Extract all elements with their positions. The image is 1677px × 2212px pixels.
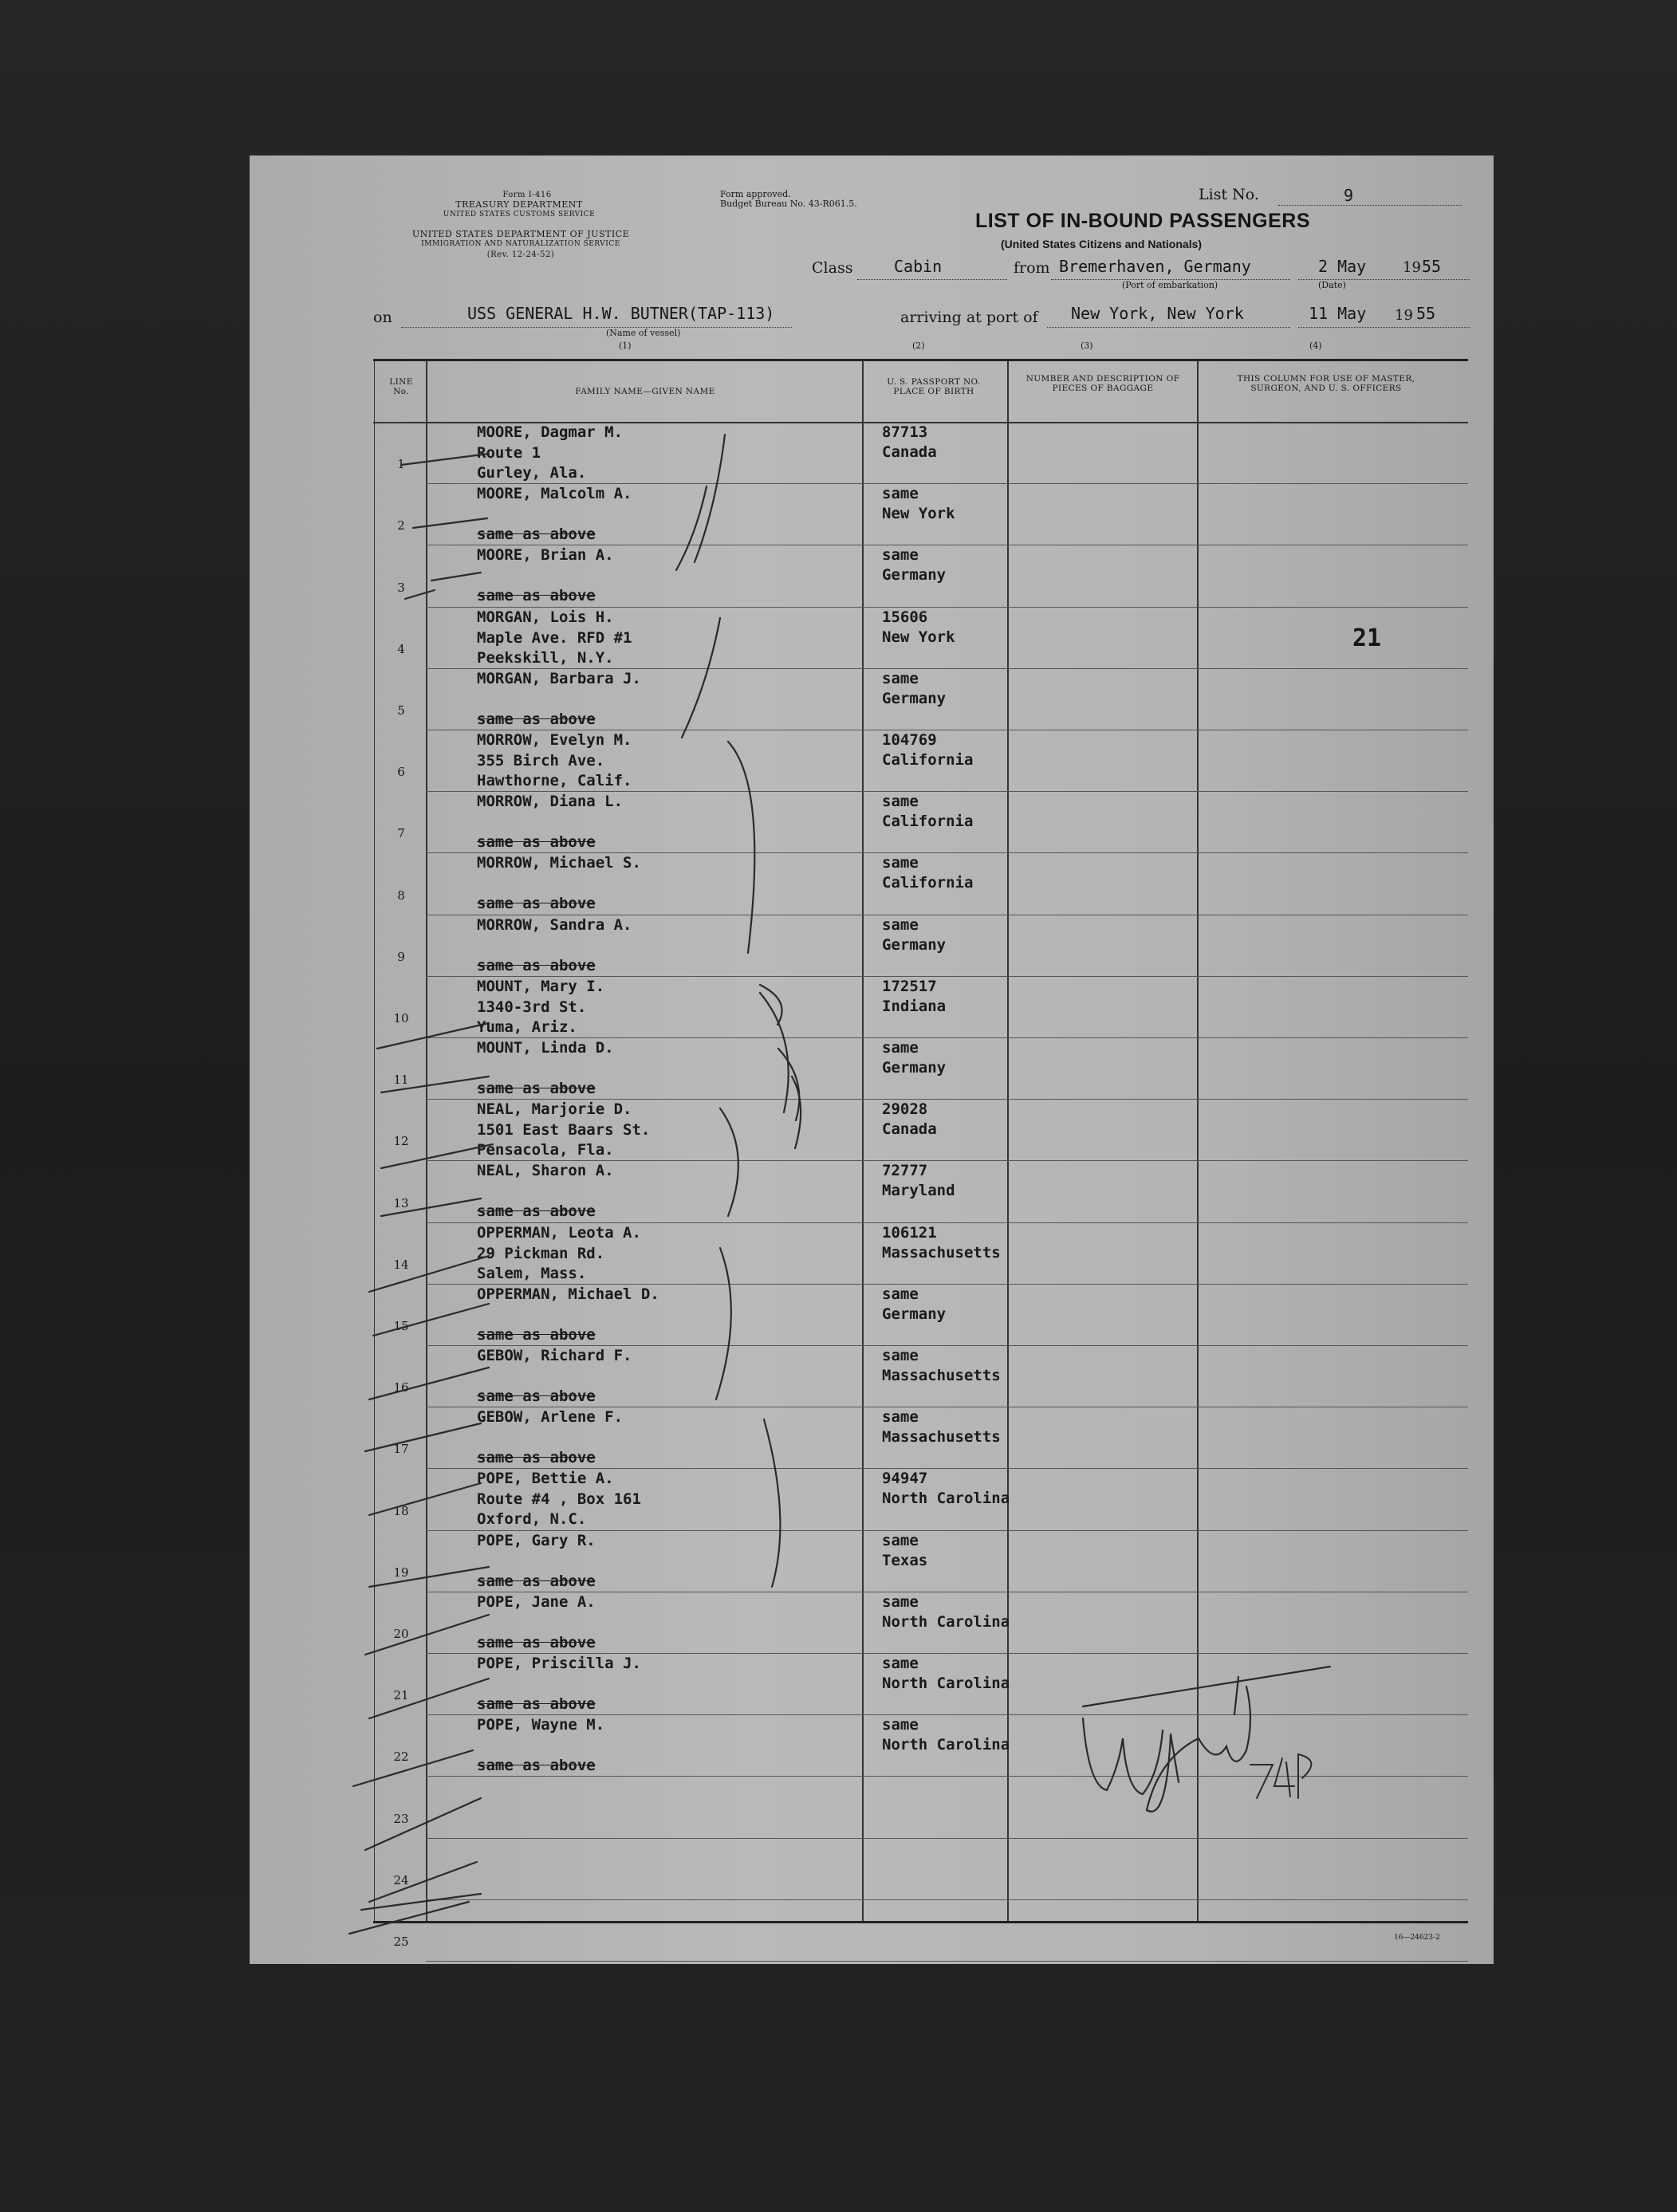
line-number: 6 bbox=[397, 765, 405, 780]
place-of-birth: Canada bbox=[882, 443, 937, 461]
passport-number: same bbox=[882, 1655, 919, 1672]
place-of-birth: California bbox=[882, 874, 974, 892]
place-of-birth: Germany bbox=[882, 1059, 947, 1076]
place-of-birth: New York bbox=[882, 628, 955, 646]
passport-number: same bbox=[882, 1716, 919, 1734]
passenger-name: MOUNT, Mary I. bbox=[477, 977, 605, 995]
header-baggage: NUMBER AND DESCRIPTION OF PIECES OF BAGGAGE bbox=[1025, 374, 1180, 393]
place-of-birth: North Carolina bbox=[882, 1736, 1010, 1754]
passenger-name: POPE, Jane A. bbox=[477, 1592, 596, 1611]
passenger-address: 29 Pickman Rd. bbox=[477, 1244, 605, 1262]
line-number: 21 bbox=[393, 1688, 409, 1703]
passenger-address: 1501 East Baars St. bbox=[477, 1121, 651, 1139]
justice-department: UNITED STATES DEPARTMENT OF JUSTICE bbox=[411, 229, 630, 239]
line-number: 8 bbox=[397, 888, 405, 903]
passenger-address: same as above bbox=[477, 710, 596, 728]
line-number: 19 bbox=[393, 1565, 409, 1580]
line-number: 14 bbox=[393, 1257, 409, 1272]
passenger-name: MORROW, Sandra A. bbox=[477, 915, 632, 934]
place-of-birth: North Carolina bbox=[882, 1612, 1010, 1631]
passenger-address: Route 1 bbox=[477, 444, 541, 462]
passport-number: same bbox=[882, 1592, 919, 1611]
passenger-address: same as above bbox=[477, 833, 596, 852]
passport-number: 94947 bbox=[882, 1470, 928, 1488]
passenger-name: MOUNT, Linda D. bbox=[477, 1039, 614, 1057]
vessel-name: USS GENERAL H.W. BUTNER(TAP-113) bbox=[467, 304, 775, 323]
passport-number: 29028 bbox=[882, 1100, 928, 1119]
port-embarkation-caption: (Port of embarkation) bbox=[1122, 280, 1218, 290]
footer-code: 16—24623-2 bbox=[1394, 1934, 1440, 1942]
passenger-name: MORROW, Michael S. bbox=[477, 854, 641, 872]
line-number: 17 bbox=[393, 1442, 409, 1457]
line-number: 2 bbox=[397, 518, 405, 533]
place-of-birth: California bbox=[882, 751, 974, 769]
column-caption-1: (1) bbox=[619, 340, 632, 351]
line-number: 25 bbox=[393, 1935, 409, 1949]
passenger-address: Peekskill, N.Y. bbox=[477, 648, 614, 667]
passenger-address: same as above bbox=[477, 1695, 596, 1713]
passenger-name: MOORE, Dagmar M. bbox=[477, 423, 624, 441]
column-divider bbox=[1197, 361, 1199, 1921]
arrival-date-underline bbox=[1298, 327, 1470, 328]
place-of-birth: New York bbox=[882, 505, 955, 523]
passport-number: 87713 bbox=[882, 423, 928, 441]
header-officers: THIS COLUMN FOR USE OF MASTER, SURGEON, AND U. S. OFFICERS bbox=[1237, 374, 1415, 393]
line-number: 9 bbox=[397, 949, 405, 964]
passenger-address: same as above bbox=[477, 1633, 596, 1651]
passport-number: 15606 bbox=[882, 608, 928, 626]
date-caption: (Date) bbox=[1318, 280, 1346, 290]
passenger-address: same as above bbox=[477, 1080, 596, 1097]
passenger-manifest-page bbox=[250, 155, 1494, 1964]
line-number: 18 bbox=[393, 1503, 409, 1518]
passport-number: 106121 bbox=[882, 1223, 937, 1242]
passenger-address: 355 Birch Ave. bbox=[477, 752, 605, 769]
passport-number: same bbox=[882, 1408, 919, 1427]
place-of-birth: North Carolina bbox=[882, 1675, 1010, 1692]
line-number: 12 bbox=[393, 1134, 409, 1149]
list-no-underline bbox=[1278, 205, 1462, 206]
line-number: 7 bbox=[397, 826, 405, 841]
passenger-address: Hawthorne, Calif. bbox=[477, 772, 632, 789]
vessel-underline bbox=[401, 327, 792, 328]
place-of-birth: Massachusetts bbox=[882, 1367, 1001, 1384]
passport-number: same bbox=[882, 854, 919, 872]
form-revision: (Rev. 12-24-52) bbox=[486, 250, 555, 259]
passport-number: same bbox=[882, 915, 919, 934]
passenger-address: same as above bbox=[477, 587, 596, 605]
line-number: 24 bbox=[393, 1872, 409, 1887]
passenger-name: POPE, Priscilla J. bbox=[477, 1655, 641, 1672]
passenger-address: same as above bbox=[477, 1202, 596, 1221]
passenger-name: POPE, Gary R. bbox=[477, 1531, 596, 1549]
passport-number: same bbox=[882, 546, 919, 565]
passenger-name: NEAL, Marjorie D. bbox=[477, 1100, 632, 1119]
passenger-address: Oxford, N.C. bbox=[477, 1510, 587, 1529]
column-caption-4: (4) bbox=[1309, 340, 1322, 351]
class-label: Class bbox=[812, 259, 853, 277]
line-number: 16 bbox=[393, 1380, 409, 1395]
header-passport: U. S. PASSPORT NO. PLACE OF BIRTH bbox=[887, 377, 981, 396]
passenger-address: Gurley, Ala. bbox=[477, 464, 587, 482]
arrival-date: 11 May bbox=[1309, 304, 1367, 323]
line-number: 20 bbox=[393, 1627, 409, 1641]
class-value: Cabin bbox=[894, 257, 943, 276]
line-number: 11 bbox=[393, 1073, 409, 1088]
arrival-century: 19 bbox=[1395, 307, 1413, 324]
form-approved: Form approved. bbox=[720, 189, 791, 199]
passenger-name: POPE, Bettie A. bbox=[477, 1470, 614, 1488]
on-label: on bbox=[373, 309, 392, 326]
passenger-address: Pensacola, Fla. bbox=[477, 1141, 614, 1159]
row-rule bbox=[426, 1899, 1468, 1900]
passenger-address: Maple Ave. RFD #1 bbox=[477, 628, 632, 647]
from-label: from bbox=[1014, 259, 1050, 277]
line-number: 22 bbox=[393, 1750, 409, 1765]
passenger-name: OPPERMAN, Michael D. bbox=[477, 1285, 659, 1303]
line-number: 3 bbox=[397, 580, 405, 595]
place-of-birth: Germany bbox=[882, 566, 947, 584]
departure-date: 2 May bbox=[1318, 257, 1367, 276]
passport-number: same bbox=[882, 793, 919, 811]
passport-number: same bbox=[882, 1347, 919, 1364]
list-no-value: 9 bbox=[1344, 186, 1354, 205]
passenger-name: MOORE, Malcolm A. bbox=[477, 485, 632, 503]
budget-bureau: Budget Bureau No. 43-R061.5. bbox=[720, 199, 857, 209]
passenger-name: GEBOW, Richard F. bbox=[477, 1347, 632, 1364]
column-caption-3: (3) bbox=[1081, 340, 1093, 351]
passenger-address: same as above bbox=[477, 1325, 596, 1344]
arrival-year: 55 bbox=[1416, 304, 1436, 323]
passenger-address: same as above bbox=[477, 1449, 596, 1467]
line-number: 4 bbox=[397, 641, 405, 656]
line-number: 23 bbox=[393, 1811, 409, 1826]
passenger-name: MORROW, Diana L. bbox=[477, 793, 624, 811]
passport-number: 172517 bbox=[882, 977, 937, 995]
passport-number: same bbox=[882, 1531, 919, 1549]
place-of-birth: Indiana bbox=[882, 997, 947, 1015]
passenger-address: Route #4 , Box 161 bbox=[477, 1490, 641, 1509]
passenger-name: POPE, Wayne M. bbox=[477, 1716, 605, 1734]
passenger-address: same as above bbox=[477, 1387, 596, 1405]
port-of-embarkation: Bremerhaven, Germany bbox=[1059, 257, 1251, 276]
passenger-address: same as above bbox=[477, 525, 596, 544]
arriving-label: arriving at port of bbox=[900, 309, 1038, 326]
customs-service: UNITED STATES CUSTOMS SERVICE bbox=[443, 211, 596, 218]
passenger-name: OPPERMAN, Leota A. bbox=[477, 1223, 641, 1242]
margin-note: 21 bbox=[1352, 624, 1382, 652]
passenger-name: NEAL, Sharon A. bbox=[477, 1162, 614, 1180]
place-of-birth: Germany bbox=[882, 935, 947, 954]
line-number: 15 bbox=[393, 1319, 409, 1333]
passport-number: same bbox=[882, 669, 919, 687]
place-of-birth: Germany bbox=[882, 1305, 947, 1323]
line-number: 13 bbox=[393, 1195, 409, 1210]
place-of-birth: Massachusetts bbox=[882, 1243, 1001, 1261]
passenger-address: same as above bbox=[477, 895, 596, 913]
passenger-address: 1340-3rd St. bbox=[477, 998, 587, 1016]
passenger-name: GEBOW, Arlene F. bbox=[477, 1408, 624, 1427]
passenger-name: MORROW, Evelyn M. bbox=[477, 731, 632, 749]
place-of-birth: California bbox=[882, 813, 974, 831]
column-caption-2: (2) bbox=[912, 340, 925, 351]
passport-number: 104769 bbox=[882, 731, 937, 749]
departure-century: 19 bbox=[1403, 259, 1421, 276]
place-of-birth: Maryland bbox=[882, 1182, 955, 1200]
header-name: FAMILY NAME—GIVEN NAME bbox=[575, 387, 715, 396]
list-no-label: List No. bbox=[1199, 186, 1259, 203]
line-number: 10 bbox=[393, 1011, 409, 1025]
column-divider bbox=[862, 361, 864, 1921]
passport-number: same bbox=[882, 1039, 919, 1057]
place-of-birth: Canada bbox=[882, 1120, 937, 1139]
passport-number: same bbox=[882, 1285, 919, 1303]
form-number: Form I-416 bbox=[502, 191, 552, 199]
column-divider bbox=[426, 361, 427, 1921]
place-of-birth: North Carolina bbox=[882, 1490, 1010, 1508]
place-of-birth: Germany bbox=[882, 689, 947, 707]
passenger-address: same as above bbox=[477, 1572, 596, 1590]
line-number: 5 bbox=[397, 703, 405, 718]
passenger-name: MOORE, Brian A. bbox=[477, 546, 614, 565]
header-line-no: LINE No. bbox=[389, 377, 413, 396]
passenger-name: MORGAN, Lois H. bbox=[477, 608, 614, 626]
place-of-birth: Massachusetts bbox=[882, 1428, 1001, 1446]
manifest-title: LIST OF IN-BOUND PASSENGERS bbox=[975, 210, 1311, 232]
passport-number: same bbox=[882, 485, 919, 503]
place-of-birth: Texas bbox=[882, 1551, 928, 1569]
arrival-port: New York, New York bbox=[1071, 304, 1244, 323]
row-rule bbox=[426, 1776, 1468, 1777]
column-divider bbox=[374, 361, 375, 1921]
departure-year: 55 bbox=[1422, 257, 1442, 276]
passenger-address: same as above bbox=[477, 956, 596, 974]
passenger-address: same as above bbox=[477, 1757, 596, 1775]
passenger-name: MORGAN, Barbara J. bbox=[477, 669, 641, 687]
arrival-port-underline bbox=[1047, 327, 1290, 328]
line-number: 1 bbox=[397, 457, 405, 472]
row-rule bbox=[426, 1961, 1468, 1962]
immigration-service: IMMIGRATION AND NATURALIZATION SERVICE bbox=[421, 240, 620, 248]
class-underline bbox=[857, 279, 1007, 280]
treasury-department: TREASURY DEPARTMENT bbox=[455, 199, 583, 210]
row-rule bbox=[426, 1838, 1468, 1839]
passport-number: 72777 bbox=[882, 1162, 928, 1180]
manifest-subtitle: (United States Citizens and Nationals) bbox=[1001, 238, 1203, 250]
passenger-address: Yuma, Ariz. bbox=[477, 1017, 577, 1036]
passenger-address: Salem, Mass. bbox=[477, 1264, 587, 1282]
vessel-caption: (Name of vessel) bbox=[606, 328, 681, 338]
